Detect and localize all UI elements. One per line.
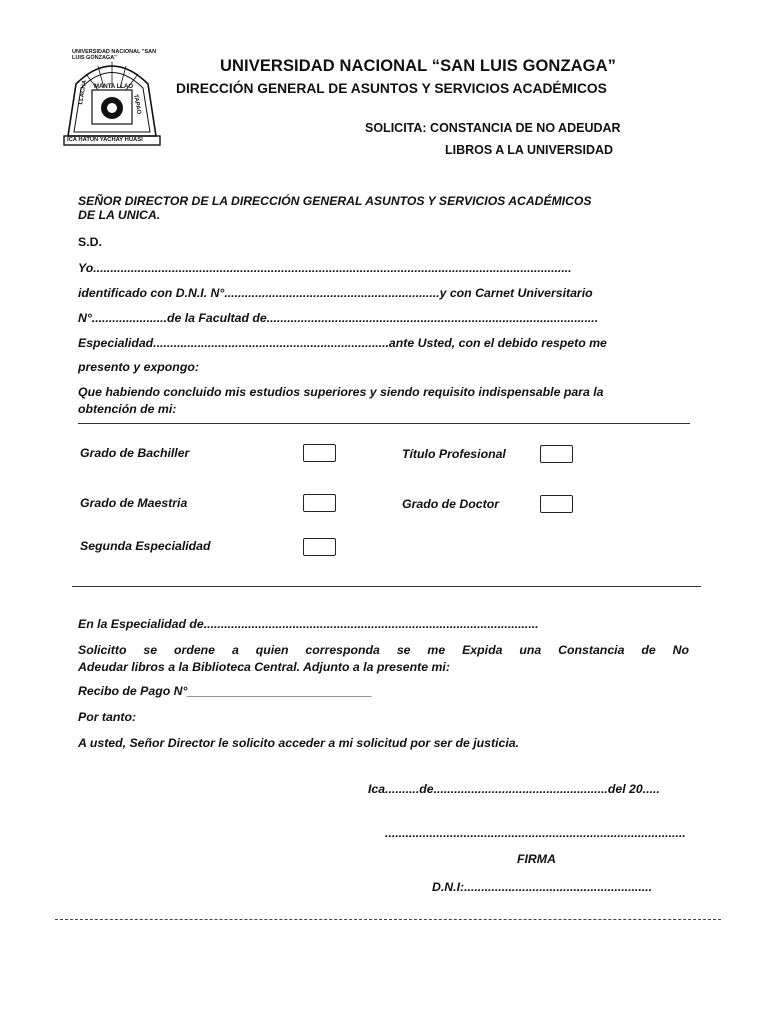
department-title: DIRECCIÓN GENERAL DE ASUNTOS Y SERVICIOS ACADÉMICOS	[176, 81, 607, 96]
subject-line-2: LIBROS A LA UNIVERSIDAD	[445, 143, 614, 157]
checkbox-titulo[interactable]	[540, 445, 573, 463]
signature-line: ........................................................................................	[385, 826, 686, 840]
divider-1	[78, 423, 690, 424]
presento-line: presento y expongo:	[78, 360, 199, 374]
date-line: Ica..........de...................................................del 20.....	[368, 782, 660, 796]
por-tanto: Por tanto:	[78, 710, 137, 724]
que-line-1: Que habiendo concluido mis estudios superiores y siendo requisito indispensable para la	[78, 385, 604, 399]
carnet-line: N°......................de la Facultad de.................................................................................................	[78, 311, 599, 325]
recibo-line: Recibo de Pago N°___________________________	[78, 684, 373, 698]
sd-text: S.D.	[78, 235, 102, 249]
addressee-line-2: DE LA UNICA.	[78, 208, 161, 222]
university-seal	[58, 44, 166, 154]
signature-dni-line: D.N.I:.......................................................	[432, 880, 653, 894]
university-title: UNIVERSIDAD NACIONAL “SAN LUIS GONZAGA”	[220, 57, 616, 75]
checkbox-bachiller[interactable]	[303, 444, 336, 462]
en-especialidad-line: En la Especialidad de..................................................................................................	[78, 617, 539, 631]
addressee-line-1: SEÑOR DIRECTOR DE LA DIRECCIÓN GENERAL ASUNTOS Y SERVICIOS ACADÉMICOS	[78, 194, 592, 208]
seal-motto: ICA HATUN YACHAY HUASI	[67, 137, 143, 143]
dni-line: identificado con D.N.I. N°...............................................................y con Carnet Universitario	[78, 286, 593, 300]
option-maestria-label: Grado de Maestria	[80, 496, 188, 510]
checkbox-doctor[interactable]	[540, 495, 573, 513]
option-titulo-label: Título Profesional	[402, 447, 506, 461]
yo-line: Yo............................................................................................................................................	[78, 261, 572, 275]
option-doctor-label: Grado de Doctor	[402, 497, 500, 511]
que-line-2: obtención de mi:	[78, 402, 177, 416]
solicito-line-2: Adeudar libros a la Biblioteca Central. Adjunto a la presente mi:	[78, 660, 450, 674]
seal-ring-text: UNIVERSIDAD NACIONAL "SAN LUIS GONZAGA"	[72, 49, 157, 61]
bottom-cut-line	[55, 919, 721, 920]
checkbox-segunda[interactable]	[303, 538, 336, 556]
solicito-line-1: Solicitto se ordene a quien corresponda se me Expida una Constancia de No	[78, 643, 689, 657]
subject-line-1: SOLICITA: CONSTANCIA DE NO ADEUDAR	[365, 121, 621, 135]
a-usted-line: A usted, Señor Director le solicito acceder a mi solicitud por ser de justicia.	[78, 736, 520, 750]
option-segunda-label: Segunda Especialidad	[80, 539, 211, 553]
checkbox-maestria[interactable]	[303, 494, 336, 512]
divider-2	[72, 586, 701, 587]
seal-right-text: TAPAO	[132, 94, 142, 115]
seal-left-text: LLACHA	[78, 79, 89, 106]
especialidad-line: Especialidad.....................................................................ante Usted, con el debido respeto me	[78, 336, 607, 350]
seal-top-text: MANTA LLAO	[94, 84, 133, 90]
option-bachiller-label: Grado de Bachiller	[80, 446, 190, 460]
signature-label: FIRMA	[517, 852, 556, 866]
